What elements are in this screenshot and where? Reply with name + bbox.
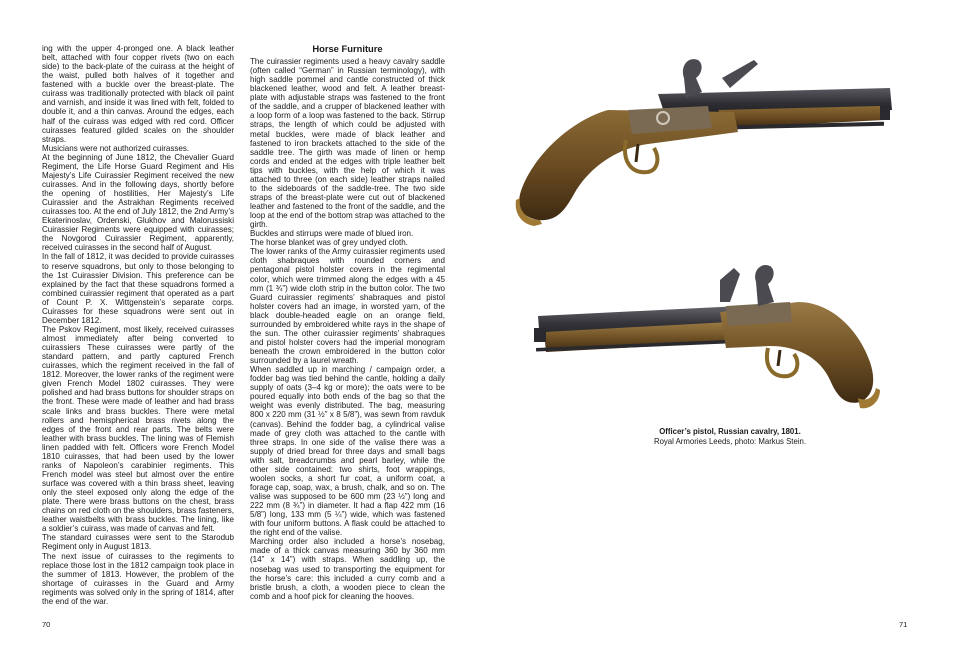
caption-credit: Royal Armories Leeds, photo: Markus Stein. — [653, 436, 807, 446]
paragraph: In the fall of 1812, it was decided to provide cuirasses to reserve squadrons, but only to those belonging to the 1st Cuirassier Division. This preference can be explained by the fact that these squadrons formed a combined cuirassier regiment that operated as a part of Count P. X. Wittgenstein’s separate corps. Cuirasses for these squadrons were sent out in December 1812. — [42, 252, 234, 325]
paragraph: At the beginning of June 1812, the Chevalier Guard Regiment, the Life Horse Guard Regiment and His Majesty’s Life Cuirassier Regiment received the new cuirasses. And in the following days, shortly before the opening of hostilities, Her Majesty’s Life Cuirassier and the Astrakhan Regiments received cuirasses too. At the end of July 1812, the 2nd Army’s Ekaterinoslav, Ordenski, Glukhov and Malorussiski Cuirassier Regiments were equipped with cuirasses; the Novgorod Cuirassier Regiment, apparently, received cuirasses in the second half of August. — [42, 152, 234, 253]
left-text-column — [42, 44, 234, 606]
hammer — [755, 265, 774, 306]
paragraph: Buckles and stirrups were made of blued iron. — [250, 229, 414, 239]
hammer — [683, 59, 702, 98]
paragraph: The next issue of cuirasses to the regiments to replace those lost in the 1812 campaign took place in the summer of 1813. However, the problem of the shortage of cuirasses in the Guard and Army regiments was solved only in the spring of 1814, after the end of the war. — [42, 551, 234, 606]
paragraph: ing with the upper 4-pronged one. A black leather belt, attached with four copper rivets (two on each side) to the back-plate of the cuirass at the height of the waist, pulled both halves of it together and fastened with a buckle over the breast-plate. The cuirass was traditionally protected with black oil paint and varnish, and inside it was lined with felt, folded to double it, and a thin canvas. Around the edges, each half of the cuirass was edged with red cord. Officer cuirasses featured gilded scales on the shoulder straps. — [42, 44, 234, 144]
page-number-right: 71 — [899, 620, 908, 629]
pistol-photo-bottom — [530, 262, 890, 412]
paragraph: The standard cuirasses were sent to the Starodub Regiment only in August 1813. — [42, 533, 234, 552]
paragraph: The cuirassier regiments used a heavy cavalry saddle (often called “German” in Russian terminology), with high saddle pommel and cantle constructed of thick blackened leather, wood and felt. A leather breast-plate with adjustable straps was fastened to the front of the saddle, and a crupper of blackened leather with a loop form of a loop was fastened to the back. Stirrup straps, the length of which could be adjusted with metal buckles, were made of black leather and fastened to iron brackets attached to the side of the saddle tree. The girth was made of linen or hemp cords and ended at the edges with triple leather belt tips with buckles, with the help of which it was attached to three (on each side) leather straps nailed to the sideboards of the saddle-tree. The two side straps of the breast-plate were cut out of blackened leather and fastened to the front of the saddle, and the loop at the end of the bottom strap was attached to the girth. — [250, 57, 445, 230]
paragraph: The horse blanket was of grey undyed cloth. — [250, 238, 408, 248]
figure-caption — [600, 427, 860, 446]
paragraph: The lower ranks of the Army cuirassier regiments used cloth shabraques with rounded corners and pentagonal pistol holster covers in the regimental color, which were trimmed along the edges with a 45 mm (1 ¾”) wide cloth strip in the button color. The two Guard cuirassier regiments’ shabraques and pistol holster covers had an image, in worsted yarn, of the black double-headed eagle on an orange field, surrounded by embroidered white rays in the shape of the sun. The other cuirassier regiments’ shabraques and pistol holster covers had the imperial monogram beneath the crown embroidered in the button color surrounded by a laurel wreath. — [250, 247, 445, 366]
section-heading: Horse Furniture — [312, 43, 383, 54]
caption-title: Officer’s pistol, Russian cavalry, 1801. — [659, 427, 801, 436]
page-number-left: 70 — [42, 620, 51, 629]
paragraph: Marching order also included a horse’s nosebag, made of a thick canvas measuring 360 by 360 mm (14” x 14”) with straps. When saddling up, the nosebag was used to transporting the equipment for the horse’s care: this included a curry comb and a bristle brush, a cloth, a wooden piece to clean the comb and a hoof pick for cleaning the hooves. — [250, 537, 445, 601]
pistol-photo-top — [508, 48, 898, 228]
paragraph: When saddled up in marching / campaign order, a fodder bag was tied behind the cantle, holding a daily supply of oats (3–4 kg or more); the oats were to be poured equally into both ends of the bag so that the weight was evenly distributed. The bag, measuring 800 x 220 mm (31 ½” x 8 5/8”), was sewn from ravduk (canvas). Behind the fodder bag, a cylindrical valise made of grey cloth was attached to the cantle with three straps. In one side of the valise there was a supply of dried bread for three days and small bags with salt, breadcrumbs and pearl barley, while the other side contained: two shirts, foot wrappings, woolen socks, a short fur coat, a uniform coat, a forage cap, soap, wax, a brush, chalk, and so on. The valise was supposed to be 600 mm (23 ½”) long and 222 mm (8 ¾”) in diameter. It had a flap 422 mm (16 5/8”) long, 133 mm (5 ¼”) wide, which was fastened with four uniform buttons. A flask could be attached to the right end of the valise. — [250, 365, 445, 538]
paragraph: Musicians were not authorized cuirasses. — [42, 143, 190, 153]
paragraph: The Pskov Regiment, most likely, received cuirasses almost immediately after being converted to cuirassiers These cuirasses were partly of the standard pattern, and partly captured French cuirasses, which the regiment received in the fall of 1812. Moreover, the lower ranks of the regiment were given French Model 1802 cuirasses. They were polished and had brass buttons for shoulder straps on the front. These were made of leather and had brass scale links and brass buckles. There were metal rollers and hemispherical brass rivets along the edges of the front and rear parts. The belts were leather with brass buckles. The lining was of Flemish linen padded with felt. Officers wore French Model 1810 cuirasses, that had been used by the lower ranks of Napoleon’s carabinier regiments. This French model was steel but almost over the entire surface was covered with a thin brass sheet, leaving only the steel exposed only along the edge of the plate. There were brass buttons on the chest, brass chains on red cloth on the shoulders, brass fasteners, leather waistbelts with brass buckles. The lining, like a soldier’s cuirass, was made of canvas and felt. — [42, 324, 234, 534]
middle-text-column — [250, 44, 445, 601]
trigger-guard — [767, 348, 797, 376]
